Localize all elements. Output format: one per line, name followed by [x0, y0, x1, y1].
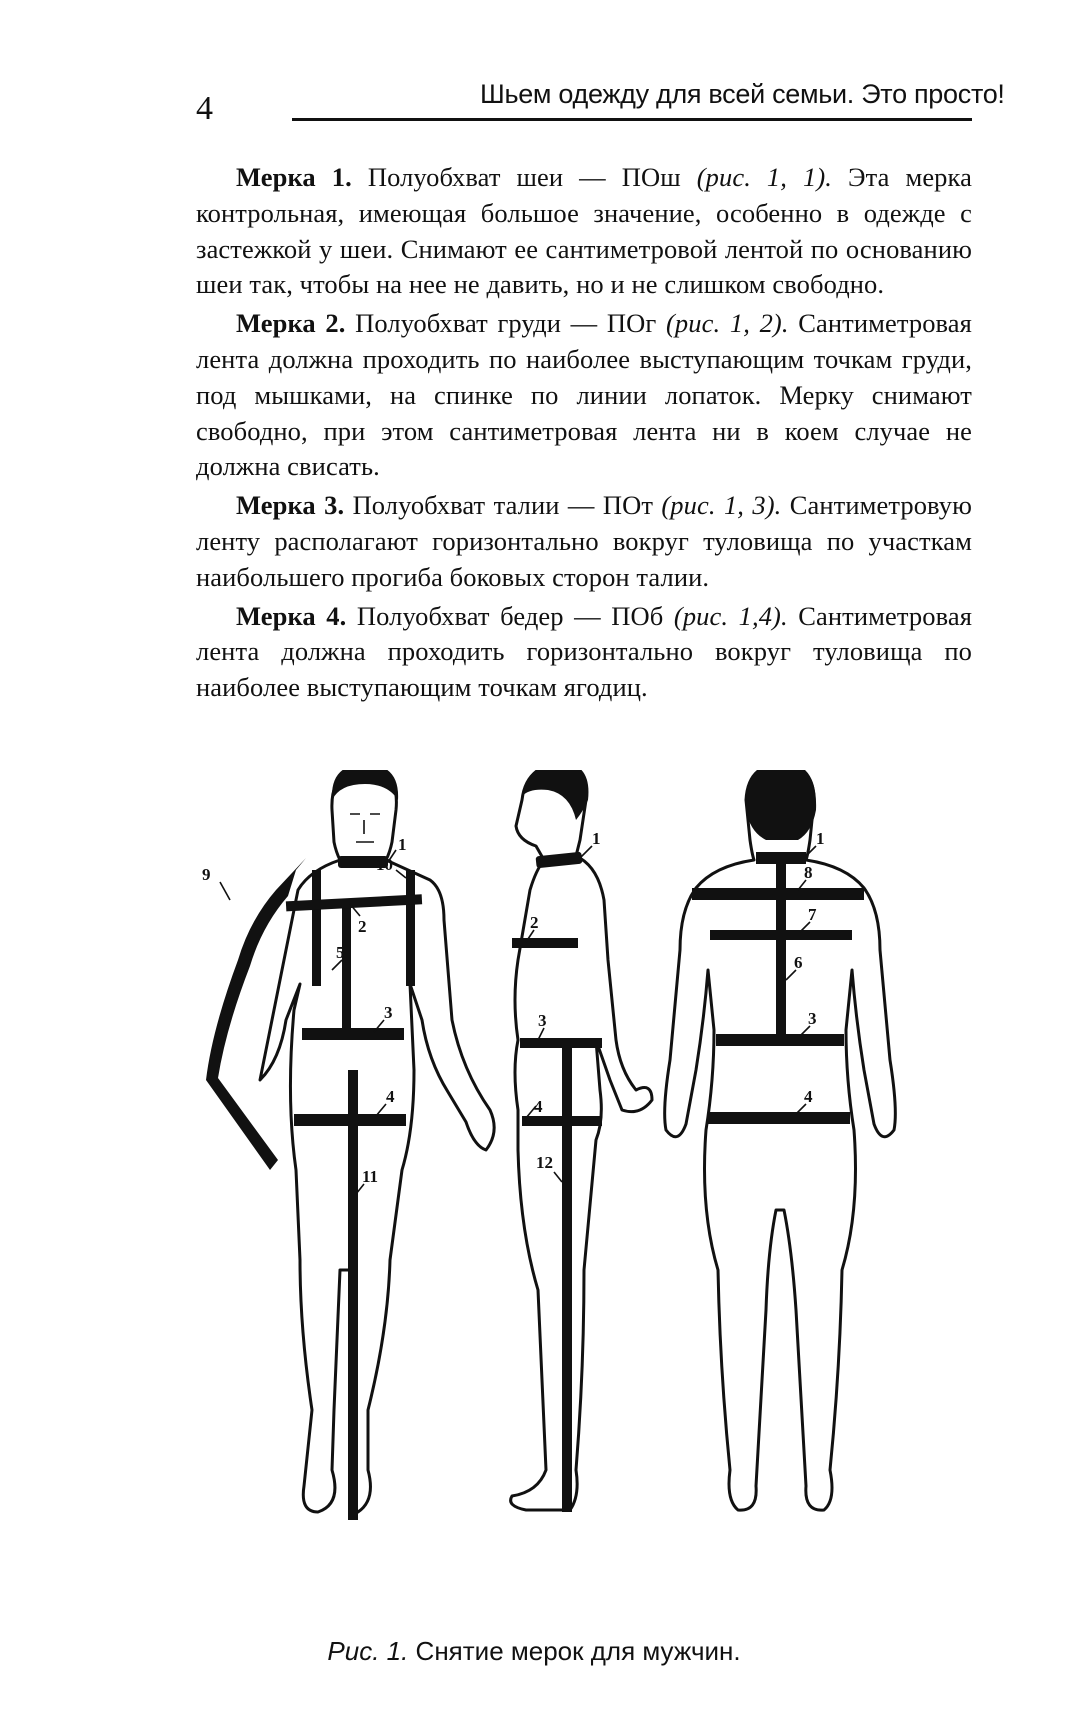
- label-front-1: 1: [398, 835, 407, 854]
- label-front-5: 5: [336, 943, 345, 962]
- measure-text: Эта мерка контрольная, имеющая большое значение, особенно в одежде с застежкой у шеи. Снимают ее сантиметровой лентой по основанию шеи так, чтобы на нее не давить, но и не слишком свободно.: [196, 162, 972, 300]
- running-title: Шьем одежду для всей семьи. Это просто!: [480, 79, 1005, 109]
- side-length-tape: [562, 1044, 572, 1512]
- figure-reference: (рис. 1, 1).: [696, 162, 832, 192]
- back-waist-band: [716, 1034, 844, 1046]
- figure-reference: (рис. 1,4).: [673, 600, 788, 631]
- paragraph-measure-3: [196, 488, 972, 595]
- front-figure: [202, 770, 494, 1520]
- measure-lead: Полуобхват бедер — ПОб: [346, 600, 674, 631]
- label-front-2: 2: [358, 917, 367, 936]
- measure-text: Сантиметровая лента должна проходить горизонтально вокруг туловища по наиболее выступающим точкам ягодиц.: [196, 600, 972, 703]
- measure-term: Мерка 3.: [236, 490, 345, 521]
- label-front-11: 11: [362, 1167, 379, 1186]
- measure-lead: Полуобхват шеи — ПОш: [351, 162, 697, 192]
- front-body-outline: [260, 770, 494, 1512]
- label-back-3: 3: [808, 1009, 817, 1028]
- measurement-illustration: [200, 770, 980, 1640]
- page-number: 4: [196, 90, 213, 127]
- leader-front-9: [220, 882, 230, 900]
- label-front-10: 10: [376, 855, 393, 874]
- figure-reference: (рис. 1, 3).: [661, 490, 782, 521]
- front-waist-band: [302, 1028, 404, 1040]
- label-front-9: 9: [202, 865, 211, 884]
- body-text: [196, 160, 972, 706]
- label-back-8: 8: [804, 863, 813, 882]
- figure-caption: [0, 1636, 1068, 1666]
- label-side-12: 12: [536, 1153, 553, 1172]
- label-front-4: 4: [386, 1087, 395, 1106]
- label-back-1: 1: [816, 829, 825, 848]
- label-side-2: 2: [530, 913, 539, 932]
- measure-text: Сантиметровая лента должна проходить по наиболее выступающим точкам груди, под мышками, на спинке по линии лопаток. Мерку снимают свободно, при этом сантиметровая лента ни в коем случае не должна свисать.: [196, 308, 972, 482]
- label-front-3: 3: [384, 1003, 393, 1022]
- measure-text: Сантиметровую ленту располагают горизонтально вокруг туловища по участкам наибольшего прогиба боковых сторон талии.: [196, 490, 972, 592]
- label-side-4: 4: [534, 1097, 543, 1116]
- header-rule: [292, 118, 972, 121]
- measure-term: Мерка 4.: [236, 600, 347, 631]
- label-side-3: 3: [538, 1011, 547, 1030]
- side-figure: [511, 770, 652, 1512]
- side-chest-band: [512, 938, 578, 948]
- label-back-4: 4: [804, 1087, 813, 1106]
- label-back-6: 6: [794, 953, 803, 972]
- front-leg-tape: [348, 1070, 358, 1520]
- side-waist-band: [520, 1038, 602, 1048]
- paragraph-measure-1: [196, 160, 972, 303]
- measure-lead: Полуобхват талии — ПОт: [344, 490, 662, 521]
- front-right-strap: [406, 870, 415, 986]
- measure-lead: Полуобхват груди — ПОг: [345, 308, 666, 339]
- back-figure: [665, 770, 896, 1510]
- label-back-7: 7: [808, 905, 817, 924]
- front-center-strap: [342, 900, 351, 1030]
- paragraph-measure-4: [196, 599, 972, 706]
- measure-term: Мерка 2.: [236, 308, 346, 339]
- caption-text: Снятие мерок для мужчин.: [408, 1636, 741, 1666]
- back-shoulder-band: [692, 888, 864, 900]
- front-left-strap: [312, 870, 321, 986]
- paragraph-measure-2: [196, 306, 972, 485]
- measure-term: Мерка 1.: [236, 162, 352, 192]
- back-hair: [746, 770, 816, 840]
- label-side-1: 1: [592, 829, 601, 848]
- figure-reference: (рис. 1, 2).: [665, 308, 789, 339]
- caption-figure-label: Рис. 1.: [327, 1636, 409, 1666]
- back-hip-band: [708, 1112, 850, 1124]
- leader-side-1: [580, 846, 592, 858]
- back-chest-band: [710, 930, 852, 940]
- side-body-outline: [511, 770, 652, 1510]
- measurement-figure: [200, 770, 980, 1640]
